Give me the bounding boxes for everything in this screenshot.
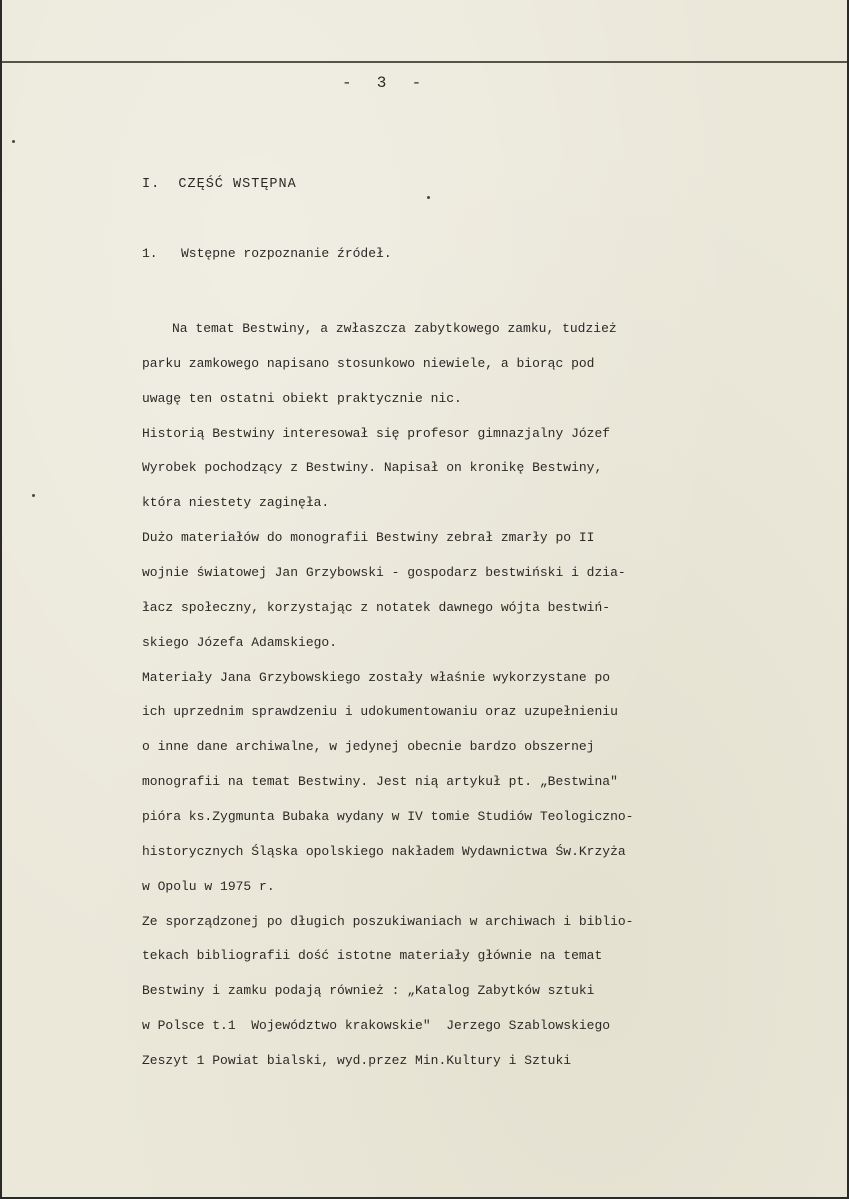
text-line: Dużo materiałów do monografii Bestwiny zebrał zmarły po II [142,530,595,546]
text-line: wojnie światowej Jan Grzybowski - gospodarz bestwiński i dzia- [142,565,626,581]
text-line: Na temat Bestwiny, a zwłaszcza zabytkowego zamku, tudzież [172,321,617,336]
scan-speck [32,494,35,497]
text-line: o inne dane archiwalne, w jedynej obecnie bardzo obszernej [142,739,595,755]
text-line: skiego Józefa Adamskiego. [142,634,338,650]
page-number: - 3 - [342,74,424,92]
text-line: uwagę ten ostatni obiekt praktycznie nic. [142,390,462,406]
scan-speck [427,196,430,199]
text-line: Ze sporządzonej po długich poszukiwaniach w archiwach i biblio- [142,913,634,929]
text-line: w Polsce t.1 Województwo krakowskie" Jerzego Szablowskiego [142,1018,611,1034]
text-line: Bestwiny i zamku podają również : „Katalog Zabytków sztuki [142,983,595,999]
subsection-heading: 1. Wstępne rozpoznanie źródeł. [142,246,392,261]
text-line: Zeszyt 1 Powiat bialski, wyd.przez Min.Kultury i Sztuki [142,1053,572,1069]
text-line: ich uprzednim sprawdzeniu i udokumentowaniu oraz uzupełnieniu [142,704,618,720]
text-line: łacz społeczny, korzystając z notatek dawnego wójta bestwiń- [142,599,611,615]
body-text [142,312,633,1079]
text-line: która niestety zaginęła. [142,495,330,511]
text-line: Wyrobek pochodzący z Bestwiny. Napisał on kronikę Bestwiny, [142,460,603,476]
top-rule [2,61,847,63]
text-line: parku zamkowego napisano stosunkowo niewiele, a biorąc pod [142,355,595,371]
text-line: historycznych Śląska opolskiego nakładem Wydawnictwa Św.Krzyża [142,843,626,859]
text-line: tekach bibliografii dość istotne materiały głównie na temat [142,948,603,964]
section-heading: I. CZĘŚĆ WSTĘPNA [142,177,297,192]
text-line: monografii na temat Bestwiny. Jest nią artykuł pt. „Bestwina" [142,774,618,790]
document-page [2,0,847,1197]
text-line: Historią Bestwiny interesował się profesor gimnazjalny Józef [142,425,611,441]
text-line: pióra ks.Zygmunta Bubaka wydany w IV tomie Studiów Teologiczno- [142,809,634,825]
text-line: w Opolu w 1975 r. [142,878,275,894]
text-line: Materiały Jana Grzybowskiego zostały właśnie wykorzystane po [142,669,611,685]
scan-speck [12,140,15,143]
